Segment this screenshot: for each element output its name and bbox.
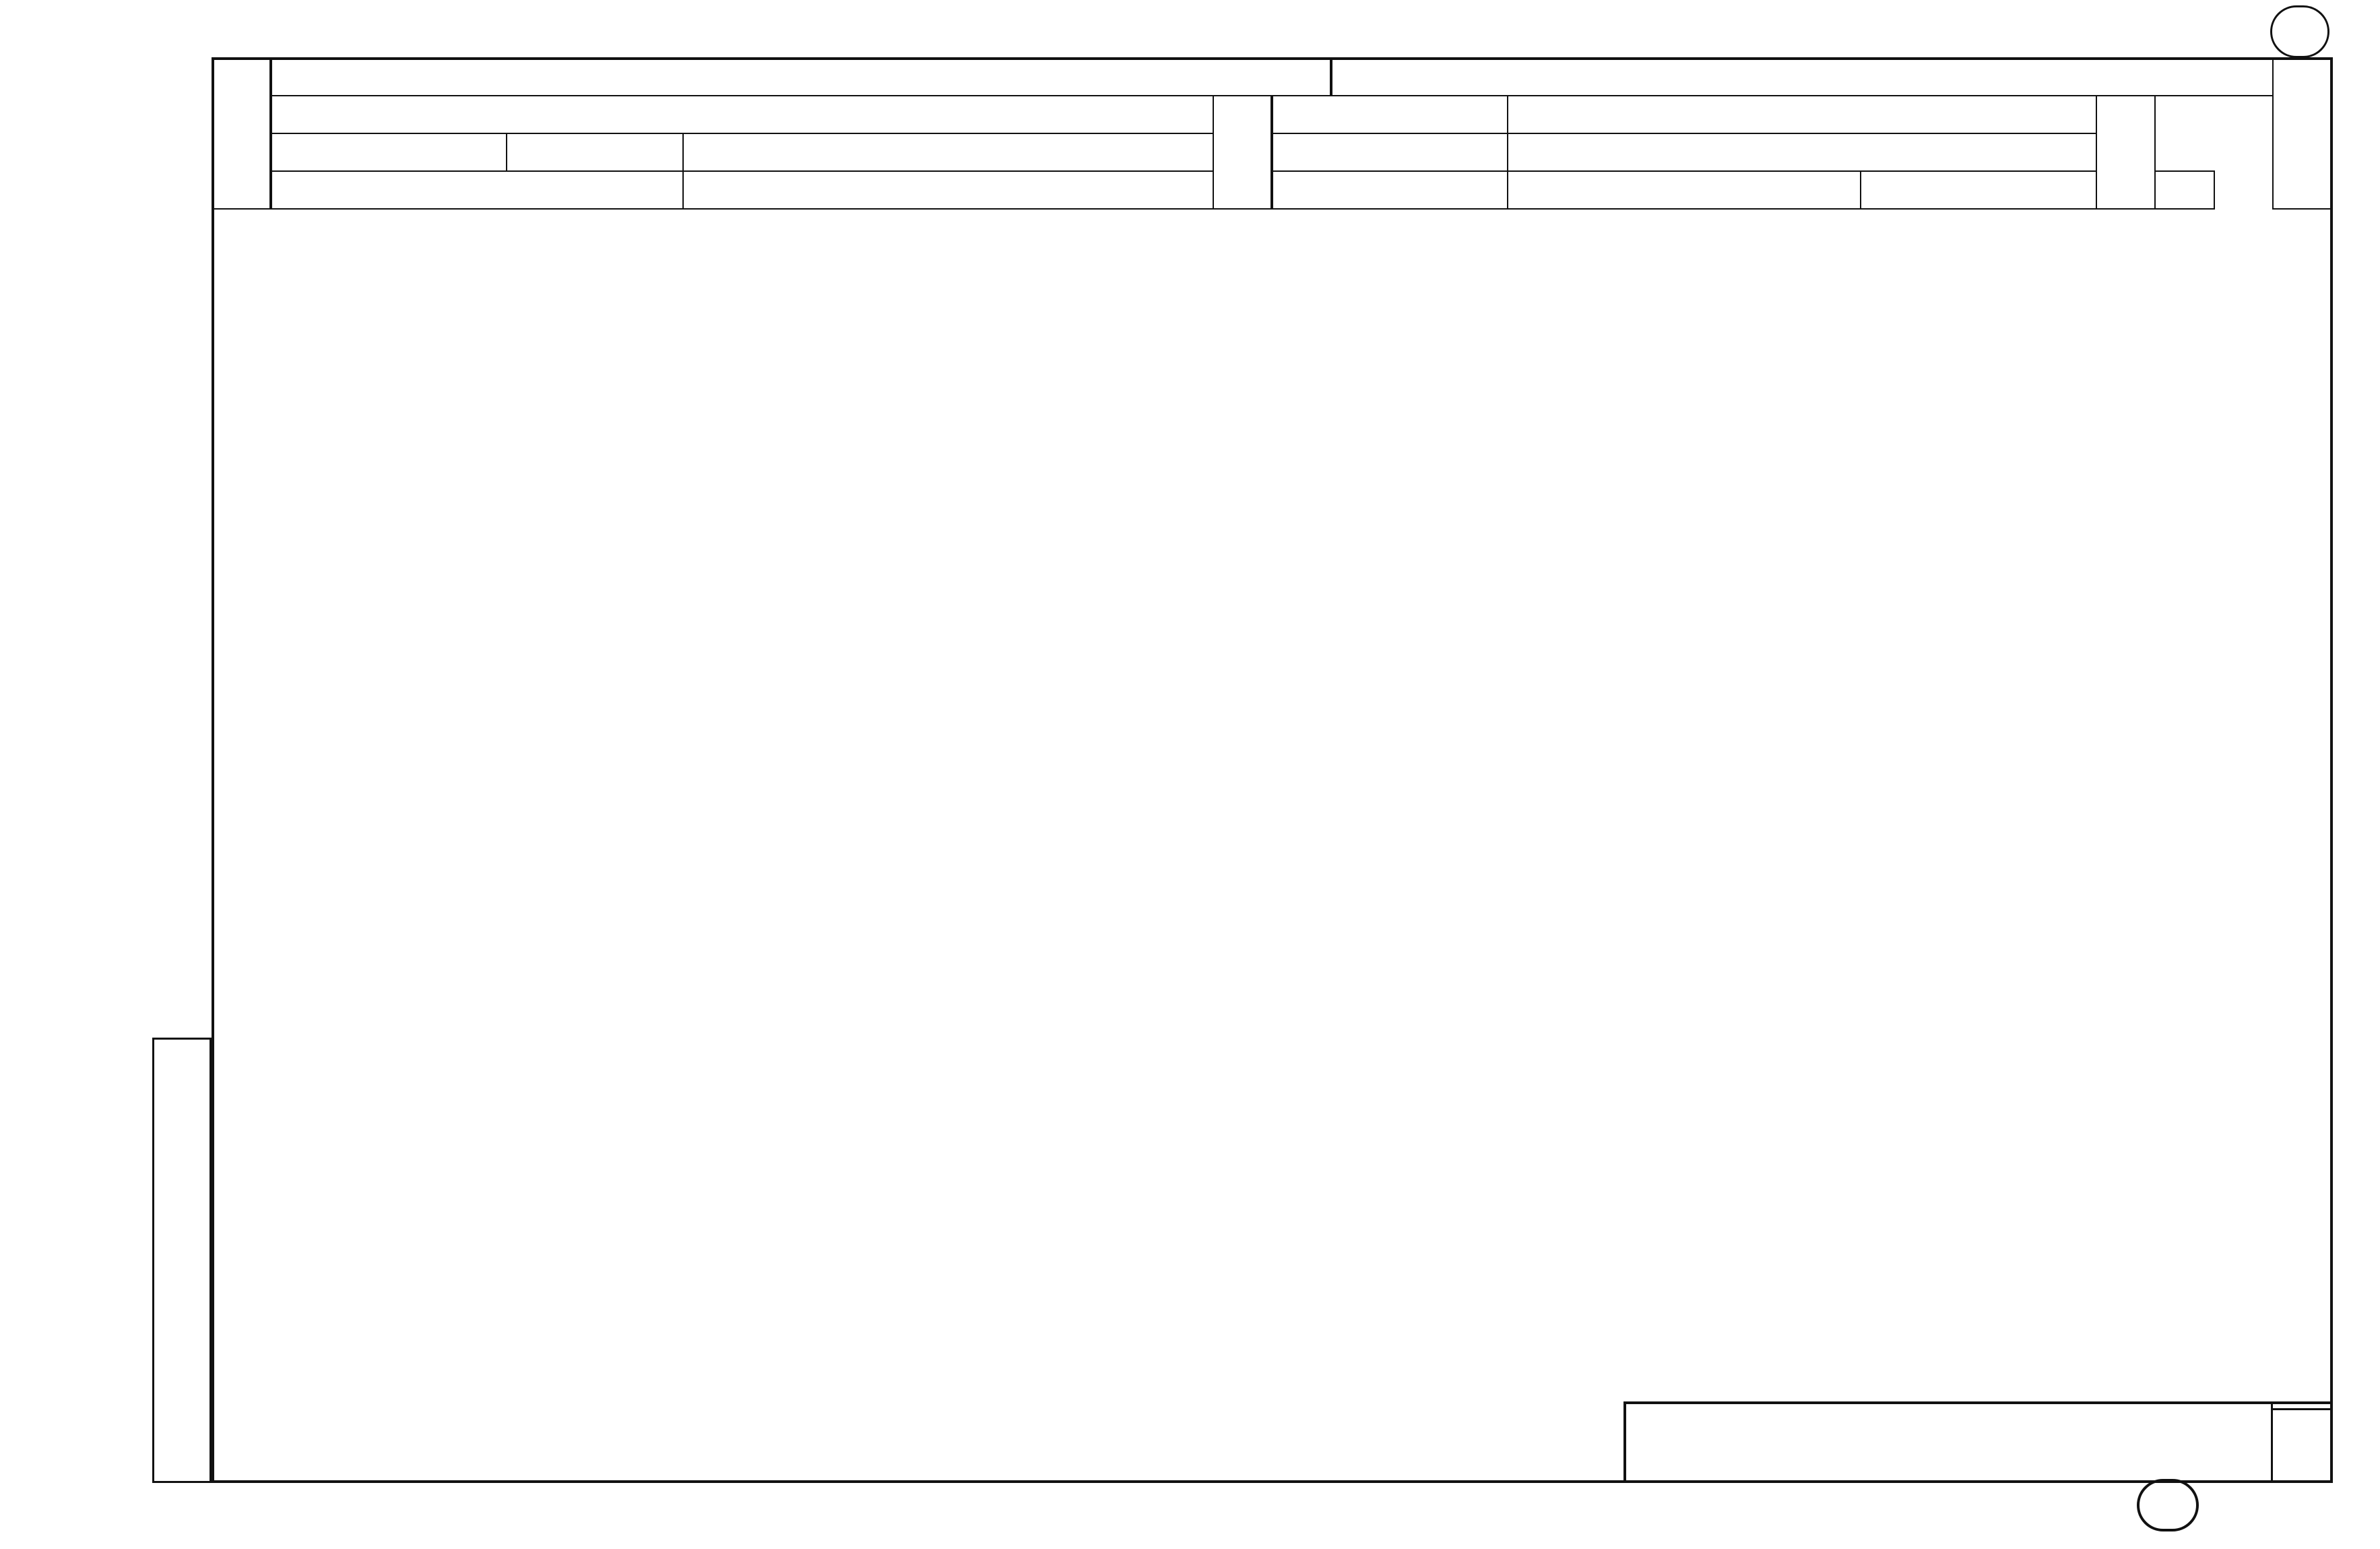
circled-number	[2137, 1479, 2199, 1531]
rebar-group-header	[271, 58, 1330, 96]
embedded-group-header	[1331, 58, 2274, 96]
gost-10884-header	[683, 171, 1272, 209]
gost-5781-header	[271, 171, 683, 209]
class-a3-header	[507, 133, 683, 171]
emb-total-header	[2096, 96, 2155, 209]
emb-class-a3-header	[1272, 133, 1508, 171]
drawing-frame	[212, 57, 2333, 1483]
left-signature-strip	[152, 1038, 212, 1483]
page-number	[2270, 5, 2329, 58]
sheet-cell	[2271, 1404, 2333, 1483]
emb-itogo-header	[2155, 171, 2214, 209]
title-block	[1623, 1401, 2333, 1483]
steel-grade-header	[1508, 133, 2096, 171]
specification-table	[212, 57, 2333, 210]
gost-19903-header	[1508, 171, 1861, 209]
total-column-header	[2273, 58, 2332, 209]
document-code	[1626, 1404, 2271, 1483]
emb-rebar-class-header	[1272, 96, 1508, 133]
rolled-grade-header	[1508, 96, 2096, 133]
sheet-label	[2273, 1407, 2333, 1410]
class-a1-header	[271, 133, 507, 171]
mark-column-header	[212, 58, 271, 209]
class-at4c-header	[683, 133, 1272, 171]
gost-8509-header	[1861, 171, 2096, 209]
emb-gost-5781-header	[1272, 171, 1508, 209]
rebar-class-header	[271, 96, 1213, 133]
